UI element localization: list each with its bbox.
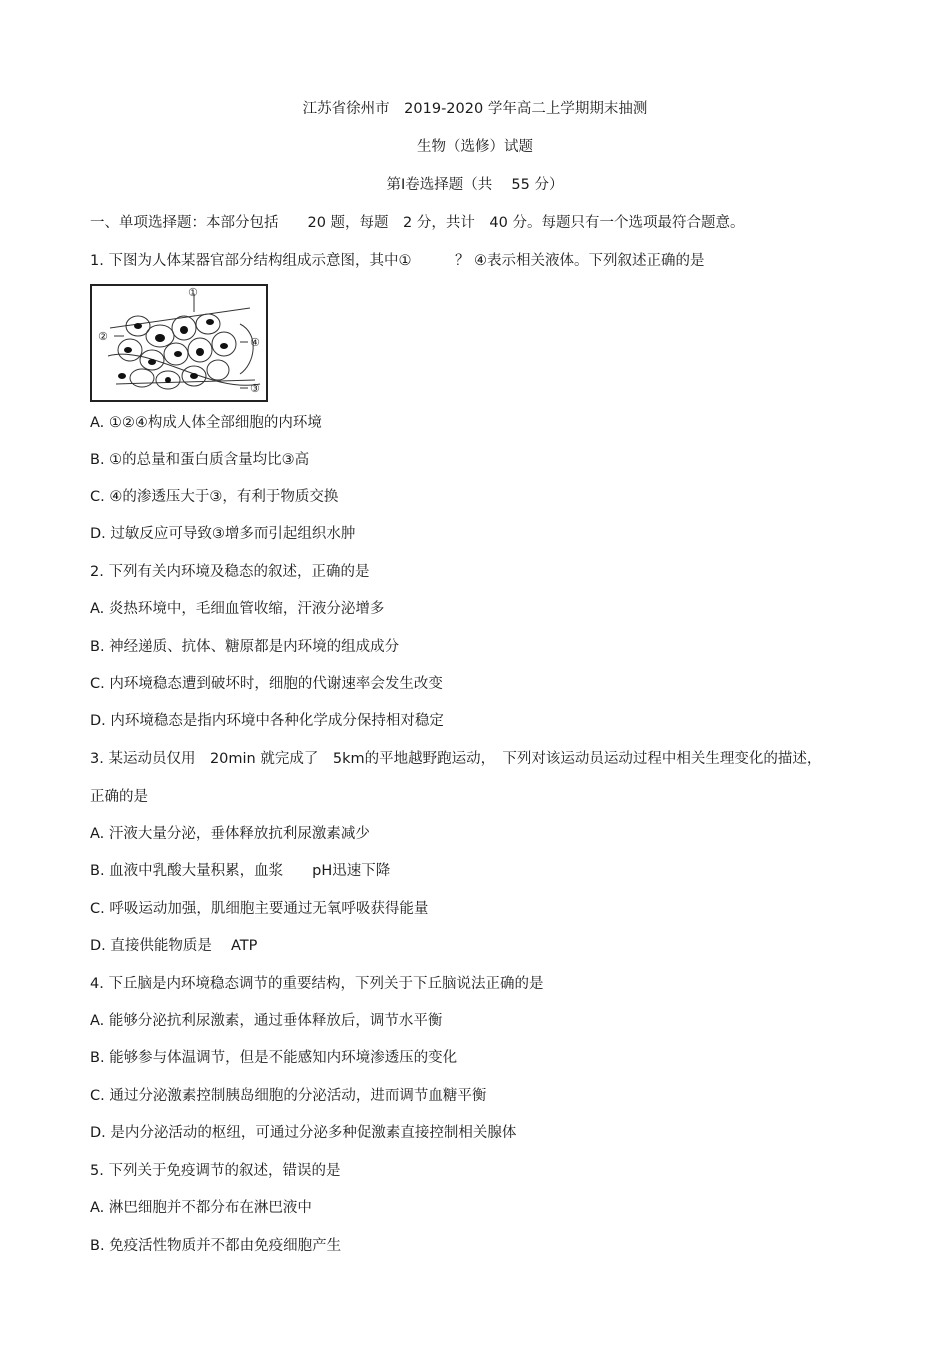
- question-2-stem: 2. 下列有关内环境及稳态的叙述，正确的是: [90, 564, 370, 580]
- document-title: 江苏省徐州市 2019-2020 学年高二上学期期末抽测: [302, 101, 648, 117]
- question-2-option-b: B. 神经递质、抗体、糖原都是内环境的组成成分: [90, 639, 400, 655]
- question-2-option-d: D. 内环境稳态是指内环境中各种化学成分保持相对稳定: [90, 713, 444, 729]
- question-1-option-d: D. 过敏反应可导致③增多而引起组织水肿: [90, 526, 356, 542]
- question-3-option-a: A. 汗液大量分泌，垂体释放抗利尿激素减少: [90, 826, 370, 842]
- section-instructions: 一、单项选择题：本部分包括 20 题，每题 2 分，共计 40 分。每题只有一个选项最符合题意。: [90, 215, 745, 231]
- question-3-stem: 3. 某运动员仅用 20min 就完成了 5km的平地越野跑运动， 下列对该运动员运动过程中相关生理变化的描述，: [90, 751, 822, 767]
- question-3-stem-continued: 正确的是: [90, 789, 148, 805]
- question-2-option-a: A. 炎热环境中，毛细血管收缩，汗液分泌增多: [90, 601, 385, 617]
- figure-label-3: ③: [250, 382, 260, 395]
- question-4-option-b: B. 能够参与体温调节，但是不能感知内环境渗透压的变化: [90, 1050, 458, 1066]
- question-1-option-a: A. ①②④构成人体全部细胞的内环境: [90, 415, 322, 431]
- figure-label-4: ④: [250, 336, 260, 349]
- question-4-option-a: A. 能够分泌抗利尿激素，通过垂体释放后，调节水平衡: [90, 1013, 443, 1029]
- question-4-option-d: D. 是内分泌活动的枢纽，可通过分泌多种促激素直接控制相关腺体: [90, 1125, 517, 1141]
- question-2-option-c: C. 内环境稳态遭到破坏时，细胞的代谢速率会发生改变: [90, 676, 443, 692]
- question-4-option-c: C. 通过分泌激素控制胰岛细胞的分泌活动，进而调节血糖平衡: [90, 1088, 487, 1104]
- question-5-option-b: B. 免疫活性物质并不都由免疫细胞产生: [90, 1238, 342, 1254]
- question-3-option-c: C. 呼吸运动加强，肌细胞主要通过无氧呼吸获得能量: [90, 901, 429, 917]
- figure-label-1: ①: [188, 286, 198, 299]
- question-3-option-b: B. 血液中乳酸大量积累，血浆 pH迅速下降: [90, 863, 391, 879]
- question-1-stem: 1. 下图为人体某器官部分结构组成示意图，其中① ？ ④表示相关液体。下列叙述正确的是: [90, 253, 705, 269]
- figure-label-2: ②: [98, 330, 108, 343]
- question-5-stem: 5. 下列关于免疫调节的叙述，错误的是: [90, 1163, 341, 1179]
- document-subtitle: 生物（选修）试题: [417, 139, 533, 155]
- tissue-diagram: [90, 284, 268, 402]
- question-3-option-d: D. 直接供能物质是 ATP: [90, 938, 258, 954]
- question-1-option-b: B. ①的总量和蛋白质含量均比③高: [90, 452, 310, 468]
- question-1-option-c: C. ④的渗透压大于③，有利于物质交换: [90, 489, 339, 505]
- question-4-stem: 4. 下丘脑是内环境稳态调节的重要结构，下列关于下丘脑说法正确的是: [90, 976, 544, 992]
- section-heading: 第Ⅰ卷选择题（共 55 分）: [386, 177, 564, 193]
- question-5-option-a: A. 淋巴细胞并不都分布在淋巴液中: [90, 1200, 312, 1216]
